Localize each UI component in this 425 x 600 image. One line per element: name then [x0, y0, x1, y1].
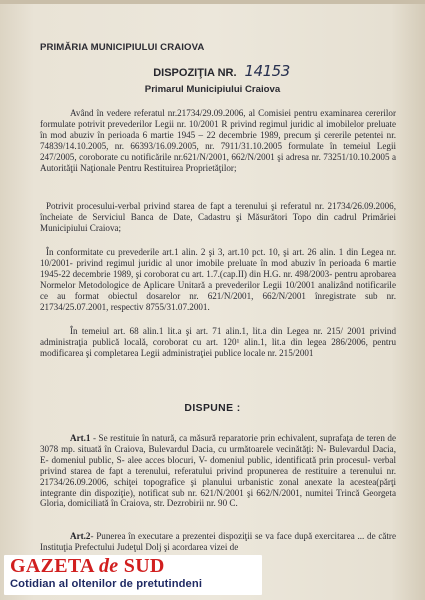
- article-2: [40, 531, 396, 553]
- mayor-subtitle: Primarul Municipiului Craiova: [144, 84, 281, 95]
- paper-top-edge: [0, 0, 425, 4]
- preamble-paragraph-4: În temeiul art. 68 alin.1 lit.a şi art. 71 alin.1, lit.a din Legea nr. 215/ 2001 privind administraţia publică locală, coroborat cu art. 120¹ alin.1, lit.a din legea 286/2006, pentru modificarea şi completarea Legii administraţiei publice locale nr. 215/2001: [40, 326, 396, 358]
- newspaper-tagline: Cotidian al oltenilor de pretutindeni: [10, 578, 203, 590]
- logo-de: de: [98, 555, 119, 577]
- dispune-heading: DISPUNE :: [184, 403, 241, 414]
- newspaper-watermark: [4, 555, 262, 595]
- article-1: [40, 433, 396, 509]
- preamble-paragraph-3: În conformitate cu prevederile art.1 alin. 2 şi 3, art.10 pct. 10, şi art. 26 alin. 1 din Legea nr. 10/2001- privind regimul juridic al unor imobile preluate în mod abuziv în perioada 6 martie 1945-22 decembrie 1989, şi coroborat cu art. 1.7.(cap.II) din H.G. nr. 498/2003- pentru aprobarea Normelor Metodologice de Aplicare Unitară a prevederilor Legii 10/2001 analizând notificarile ce au format obiectul dosarelor nr. 621/N/2001, 662/N/2001 înregistrate sub nr. 21734/25.07.2001, respectiv 8755/31.07.2001.: [40, 247, 396, 312]
- issuer-header: PRIMĂRIA MUNICIPIULUI CRAIOVA: [40, 42, 205, 53]
- logo-gazeta: GAZETA: [10, 555, 99, 577]
- article-1-label: Art.1: [70, 433, 91, 443]
- preamble-paragraph-1: Având în vedere referatul nr.21734/29.09.2006, al Comisiei pentru examinarea cererilor formulate potrivit prevederilor Legii nr. 10/2001 R privind regimul juridic al imobilelor preluate în mod abuziv în perioada 6 martie 1945 – 22 decembrie 1989, precum şi cererile petentei nr. 74839/14.10.2005, nr. 66393/16.09.2005, nr. 7911/31.10.2005 formulate în temeiul Legii 247/2005, coroborate cu notificările nr.621/N/2001, 662/N/2001 şi adresa nr. 73251/10.10.2005 a Autorităţii Naţionale Pentru Restituirea Proprietăţilor;: [40, 108, 396, 173]
- article-1-text: - Se restituie în natură, ca măsură reparatorie prin echivalent, suprafaţa de teren de 3078 mp. situată în Craiova, Bulevardul Dacia, cu următoarele vecinătăţi: N- Bulevardul Dacia, E- domeniul public, S- alee acces blocuri, V- domeniul public, identificată prin procesul- verbal privind starea de fapt a terenului, referatului privind propunerea de restituire a terenului nr. 21734/26.09.2006, schiţei topografice şi planului urbanistic zonal anexate la acestea(părţi integrante din dispoziţie), notificat sub nr. 621/N/2001 şi 662/N/2001, numitei Trincă Georgeta Gloria, domiciliată în Craiova, str. Dezrobirii nr. 90 C.: [40, 433, 396, 509]
- article-2-text: - Punerea în executare a prezentei dispoziţii se va face după exercitarea ... de către Instituţia Prefectului Judeţul Dolj şi acordarea vizei de: [40, 531, 396, 552]
- preamble-paragraph-2: Potrivit procesului-verbal privind starea de fapt a terenului şi referatul nr. 21734/26.09.2006, încheiate de Serviciul Banca de Date, Cadastru şi Măsurători Topo din cadrul Primăriei Municipiului Craiova;: [40, 201, 396, 233]
- disposition-title-row: [0, 62, 425, 81]
- article-2-label: Art.2: [70, 531, 91, 541]
- newspaper-logo: [10, 555, 165, 578]
- logo-sud: SUD: [118, 555, 165, 577]
- disposition-title: DISPOZIŢIA NR.: [153, 67, 237, 79]
- disposition-handwritten-number: 14153: [244, 62, 290, 80]
